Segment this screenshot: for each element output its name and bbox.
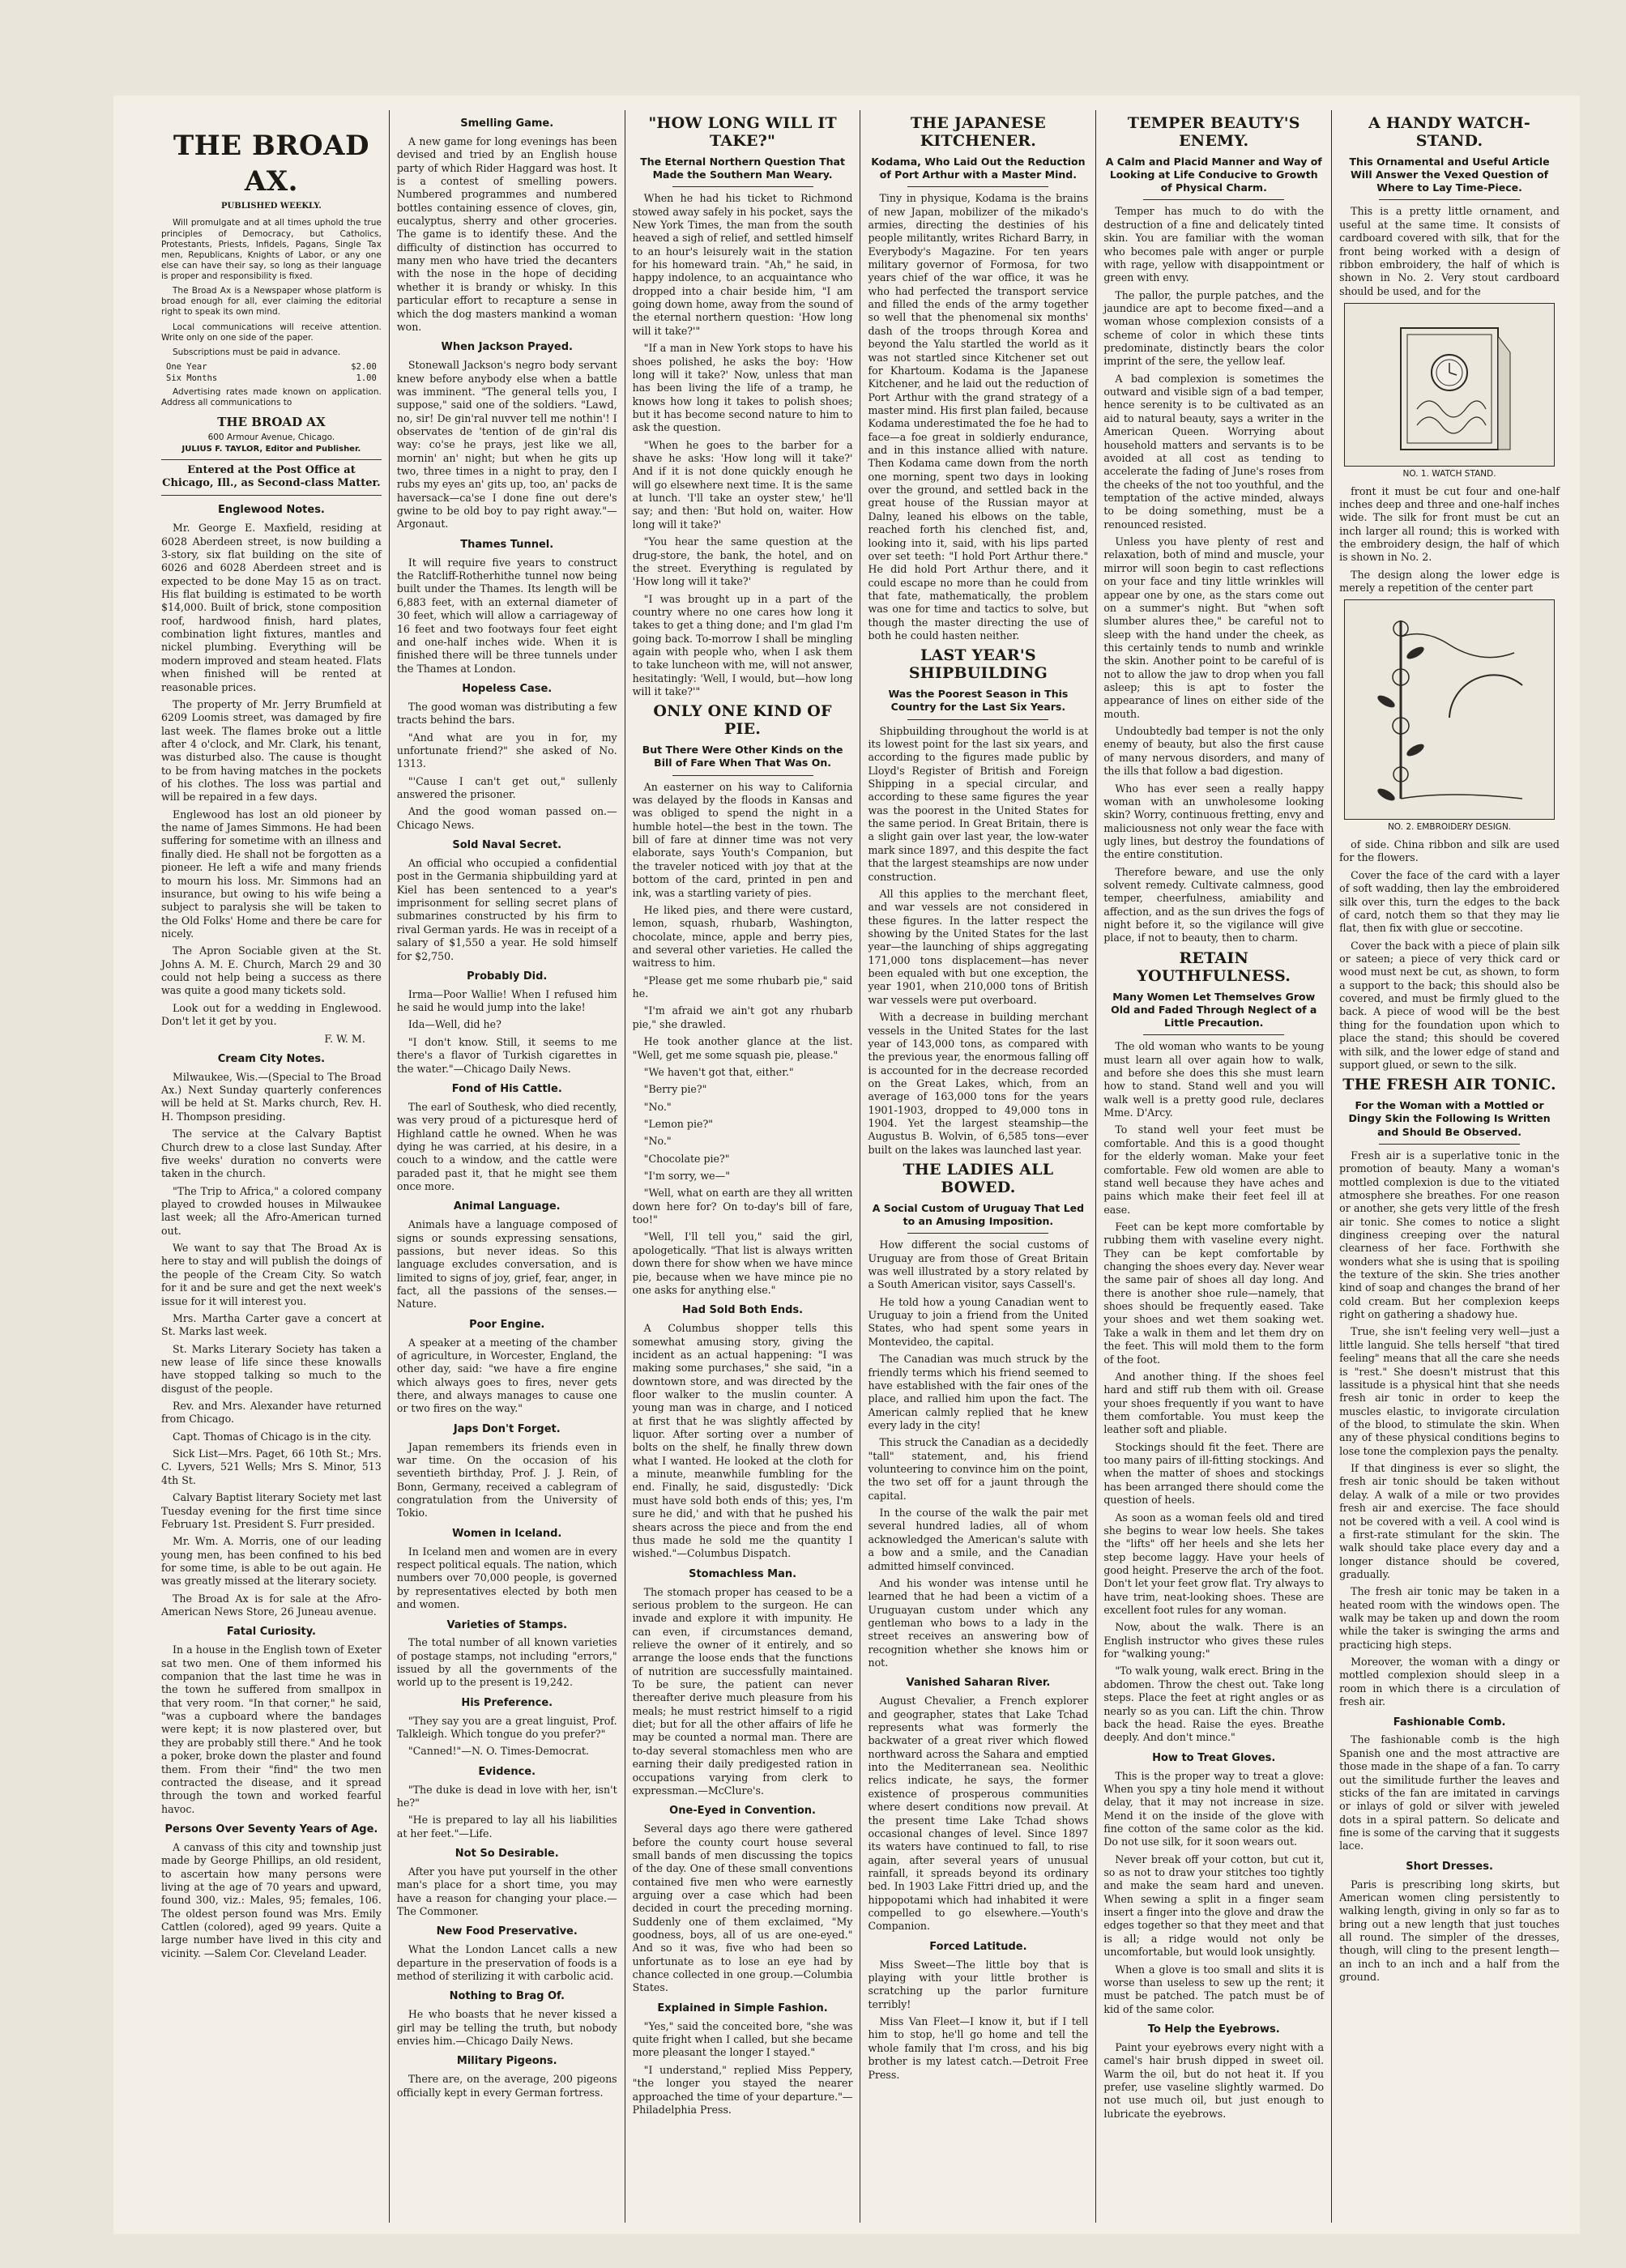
- paragraph: "I'm afraid we ain't got any rhubarb pie," she drawled.: [632, 1004, 853, 1030]
- figure-caption: NO. 2. EMBROIDERY DESIGN.: [1387, 822, 1512, 833]
- headline: Persons Over Seventy Years of Age.: [164, 1823, 378, 1835]
- paragraph: In Iceland men and women are in every respect political equals. The nation, which numbers over 70,000 people, is governed by representatives elected by both men and women.: [396, 1545, 617, 1611]
- headline: Englewood Notes.: [217, 504, 325, 517]
- headline: Forced Latitude.: [929, 1940, 1027, 1953]
- masthead: [161, 128, 382, 496]
- paragraph: The pallor, the purple patches, and the jaundice are apt to become fixed—and a woman whose complexion consists of a scheme of color in which these tints predominate, distinctly bears the color imprint of the sere, the yellow leaf.: [1103, 288, 1325, 368]
- paragraph: Rev. and Mrs. Alexander have returned from Chicago.: [161, 1400, 382, 1426]
- paragraph: Japan remembers its friends even in war time. On the occasion of his seventieth birthday, Prof. J. J. Rein, of Bonn, Germany, received a cablegram of congratulation from the University of Tokio.: [396, 1440, 617, 1520]
- headline: Thames Tunnel.: [460, 538, 554, 551]
- paragraph: Paris is prescribing long skirts, but American women cling persistently to walking length, giving in only so far as to bring out a new length that just touches all round. The simpler of the dresses, though, will cling to the present length—an inch to an inch and a half from the ground.: [1339, 1878, 1560, 1984]
- paragraph: A canvass of this city and township just made by George Phillips, an old resident, to ascertain how many persons were living at the age of 70 years and upward, found 300, viz.: Males, 95; females, 106. The oldest person found was Mrs. Emily Cattlen (colored), aged 99 years. Quite a large number have lived in this city and vicinity. —Salem Cor. Cleveland Leader.: [161, 1840, 382, 1959]
- paragraph: "We haven't got that, either.": [643, 1065, 794, 1078]
- headline: Animal Language.: [453, 1200, 561, 1213]
- headline: Vanished Saharan River.: [906, 1677, 1051, 1690]
- paragraph: "I'm sorry, we—": [643, 1170, 730, 1183]
- paragraph: St. Marks Literary Society has taken a new lease of life since these knowalls have stopped talking so much to the disgust of the people.: [161, 1342, 382, 1395]
- headline: Cream City Notes.: [217, 1052, 326, 1065]
- divider: [1143, 199, 1284, 200]
- headline: His Preference.: [461, 1696, 553, 1709]
- column-grid: [154, 110, 1567, 2223]
- headline: A HANDY WATCH-STAND.: [1368, 114, 1530, 150]
- paragraph: He who boasts that he never kissed a girl may be telling the truth, but nobody envies him.—Chicago Daily News.: [396, 2008, 617, 2048]
- paragraph: The old woman who wants to be young must learn all over again how to walk, and before she does this she must learn how to stand. Stand well and you will walk well is a pretty good rule, declares Mme. D'Arcy.: [1103, 1040, 1325, 1119]
- paragraph: front it must be cut four and one-half inches deep and three and one-half inches wide. The silk for front must be cut an inch larger all round; this is worked with the embroidery design, the half of which is shown in No. 2.: [1339, 484, 1560, 564]
- paragraph: "No.": [643, 1100, 672, 1113]
- watch-stand-illustration: [1344, 303, 1555, 467]
- paragraph: "He is prepared to lay all his liabilities at her feet."—Life.: [396, 1814, 617, 1840]
- paragraph: Look out for a wedding in Englewood. Don't let it get by you.: [161, 1001, 382, 1028]
- paragraph: Stockings should fit the feet. There are too many pairs of ill-fitting stockings. And when the matter of shoes and stockings has been arranged there should come the question of heels.: [1103, 1440, 1325, 1507]
- rate-six: 1.00: [356, 373, 377, 383]
- paragraph: "Yes," said the conceited bore, "she was quite fright when I called, but she became more pleasant the longer I stayed.": [632, 2019, 853, 2059]
- paragraph: He took another glance at the list. "Well, get me some squash pie, please.": [632, 1035, 853, 1061]
- paragraph: Feet can be kept more comfortable by rubbing them with vaseline every night. They can be kept comfortable by changing the shoes every day. Never wear the same pair of shoes all day long. And there is another shoe rule—namely, that shoes should be frequently eased. Take your shoes and wet them soaking wet. Take a walk in them and let them dry on the feet. This will mold them to the form of the foot.: [1103, 1220, 1325, 1366]
- headline: RETAIN YOUTHFULNESS.: [1137, 949, 1291, 985]
- subheadline: A Social Custom of Uruguay That Led to an Amusing Imposition.: [872, 1201, 1085, 1228]
- paragraph: Miss Van Fleet—I know it, but if I tell him to stop, he'll go home and tell the whole family that I'm cross, and his big brother is my latest catch.—Detroit Free Press.: [868, 2015, 1089, 2081]
- subscription-rates: [166, 362, 377, 384]
- paragraph: A new game for long evenings has been devised and tried by an English house party of which Rider Haggard was host. It is a contest of smelling powers. Numbered programmes and numbered bottles containing essence of cloves, gin, eucalyptus, sherry and other groceries. The game is to identify these. And the difficulty of distinction has occurred to many men who have tried the decanters with the nose in the hope of deciding whether it is brandy or whisky. In this particular effort to recapture a sense in which the dog masters mankind a woman won.: [396, 134, 617, 333]
- paragraph: We want to say that The Broad Ax is here to stay and will publish the doings of the people of the Cream City. So watch for it and be sure and get the next week's issue for it will interest you.: [161, 1242, 382, 1307]
- paragraph: A bad complexion is sometimes the outward and visible sign of a bad temper, hence serenity is to be cultivated as an aid to natural beauty, says a writer in the American Queen. Worrying about household matters and servants is to be avoided at all cost as tending to accelerate the fading of June's roses from the cheeks of the not too youthful, and the temptation of the active minded, always to be doing something, must be a renounced resisted.: [1103, 372, 1325, 531]
- paragraph: How different the social customs of Uruguay are from those of Great Britain was well illustrated by a story related by a South American visitor, says Cassell's.: [868, 1238, 1089, 1291]
- paragraph: Shipbuilding throughout the world is at its lowest point for the last six years, and according to the figures made public by Lloyd's Register of British and Foreign Shipping in a special circular, and according to these same figures the year was the poorest in the United States for the same period. In Great Britain, there is a slight gain over last year, the low-water mark since 1897, and this despite the fact that the largest steamships are now under construction.: [868, 724, 1089, 883]
- signature: F. W. M.: [324, 1032, 365, 1045]
- headline: THE JAPANESE KITCHENER.: [910, 114, 1046, 150]
- headline: THE LADIES ALL BOWED.: [903, 1161, 1054, 1196]
- paragraph: Undoubtedly bad temper is not the only enemy of beauty, but also the first cause of many nervous disorders, and many of the ills that follow a bad digestion.: [1103, 725, 1325, 778]
- paragraph: "Lemon pie?": [643, 1117, 713, 1130]
- paragraph: The total number of all known varieties of postage stamps, not including "errors," issued by all the governments of the world up to the present is 19,242.: [396, 1636, 617, 1689]
- headline: To Help the Eyebrows.: [1147, 2023, 1280, 2036]
- paragraph: Cover the back with a piece of plain silk or sateen; a piece of very thick card or wood must next be cut, as shown, to form a support to the back; this should also be covered, and must be firmly glued to the back. A piece of wood will be the best thing for the foundation upon which to place the stand; this should be covered with silk, and the lower edge of stand and support glued, or sewn to the silk.: [1339, 939, 1560, 1071]
- masthead-subtitle: PUBLISHED WEEKLY.: [221, 202, 322, 211]
- subheadline: Kodama, Who Laid Out the Reduction of Port Arthur with a Master Mind.: [871, 155, 1086, 181]
- paragraph: Temper has much to do with the destruction of a fine and delicately tinted skin. You are familiar with the woman who becomes pale with anger or purple with rage, yellow with disappointment or green with envy.: [1103, 205, 1325, 284]
- masthead-title: THE BROAD AX.: [173, 130, 369, 198]
- paragraph: The design along the lower edge is merely a repetition of the center part: [1339, 568, 1560, 595]
- paragraph: The fashionable comb is the high Spanish one and the most attractive are those made in the shape of a fan. To carry out the similitude further the leaves and sticks of the fan are imitated in carvings or inlays of gold or silver with jeweled dots in a spiral pattern. So delicate and fine is some of the carving that it suggests lace.: [1339, 1733, 1560, 1852]
- subheadline: Was the Poorest Season in This Country for the Last Six Years.: [888, 688, 1069, 714]
- headline: Short Dresses.: [1406, 1860, 1493, 1873]
- editor-line: JULIUS F. TAYLOR, Editor and Publisher.: [181, 444, 361, 454]
- paragraph: Capt. Thomas of Chicago is in the city.: [173, 1430, 372, 1443]
- paragraph: There are, on the average, 200 pigeons officially kept in every German fortress.: [396, 2073, 617, 2099]
- masthead-blurb-3: Local communications will receive attention. Write only on one side of the paper.: [161, 322, 382, 343]
- paragraph: The Broad Ax is for sale at the Afro-American News Store, 26 Juneau avenue.: [161, 1592, 382, 1618]
- headline: "HOW LONG WILL IT TAKE?": [648, 114, 837, 150]
- column-1: [154, 110, 389, 2223]
- headline: Japs Don't Forget.: [453, 1422, 561, 1435]
- paragraph: "You hear the same question at the drug-store, the bank, the hotel, and on the street. Everything is regulated by 'How long will it take?': [632, 535, 853, 588]
- paragraph: Now, about the walk. There is an English instructor who gives these rules for "walking young:": [1103, 1621, 1325, 1660]
- column-4: [860, 110, 1095, 2223]
- paragraph: "I was brought up in a part of the country where no one cares how long it takes to get a thing done; and I'm glad I'm going back. To-morrow I shall be mingling again with people who, when I ask them to take luncheon with me, will not answer, hesitatingly: 'Well, I would, but—how long will it take?'": [632, 592, 853, 698]
- rate-six-label: Six Months: [166, 373, 218, 383]
- masthead-blurb: Will promulgate and at all times uphold the true principles of Democracy, but Catholics, Protestants, Priests, Infidels, Pagans, Single Tax men, Republicans, Knights of Labor, or any one else can have their say, so long as their language is proper and responsibility is fixed.: [161, 218, 382, 281]
- divider: [1143, 1034, 1284, 1035]
- paragraph: of side. China ribbon and silk are used for the flowers.: [1339, 838, 1560, 864]
- divider: [1379, 1144, 1520, 1145]
- headline: New Food Preservative.: [436, 1925, 578, 1938]
- paragraph: All this applies to the merchant fleet, and war vessels are not considered in these figures. In the latter respect the showing by the United States for the last year—the launching of ships aggregating 171,000 tons displacement—has never been equaled with but one exception, the year 1901, when 210,000 tons of British war vessels were put overboard.: [868, 887, 1089, 1006]
- paragraph: The earl of Southesk, who died recently, was very proud of a picturesque herd of Highland cattle he owned. When he was dying he was carried, at his desire, in a couch to a window, and the cattle were paraded past it, that he might see them once more.: [396, 1100, 617, 1192]
- paragraph: If that dinginess is ever so slight, the fresh air tonic should be taken without delay. A walk of a mile or two provides fresh air and exercise. The face should not be covered with a veil. A cool wind is a first-rate stimulant for the skin. The walk should take place every day and a longer distance should be covered, gradually.: [1339, 1462, 1560, 1580]
- figure-caption: NO. 1. WATCH STAND.: [1402, 468, 1496, 479]
- paragraph: Animals have a language composed of signs or sounds expressing sensations, passions, but never ideas. So this language excludes conversation, and is limited to signs of joy, grief, fear, anger, in fact, all the passions of the senses.—Nature.: [396, 1218, 617, 1311]
- subheadline: A Calm and Placid Manner and Way of Looking at Life Conducive to Growth of Physical Charm.: [1105, 155, 1322, 194]
- masthead-ads: Advertising rates made known on application. Address all communications to: [161, 387, 382, 408]
- paragraph: Mr. George E. Maxfield, residing at 6028 Aberdeen street, is now building a 3-story, six flat building on the site of 6026 and 6028 Aberdeen street and is expected to be done May 15 as on tract. His flat building is estimated to be worth $14,000. Built of brick, stone composition roof, hardwood finish, hard plates, combination light fixtures, mantles and nickel plumbing. Everything will be modern improved and steam heated. Flats when finished will be rented at reasonable prices.: [161, 522, 382, 693]
- paragraph: The good woman was distributing a few tracts behind the bars.: [396, 700, 617, 727]
- paragraph: And another thing. If the shoes feel hard and stiff rub them with oil. Grease your shoes frequently if you want to have them comfortable. You must keep the leather soft and pliable.: [1103, 1370, 1325, 1436]
- paragraph: "The Trip to Africa," a colored company played to crowded houses in Milwaukee last week; all the Afro-American turned out.: [161, 1184, 382, 1237]
- headline: Fond of His Cattle.: [451, 1082, 562, 1095]
- paragraph: "And what are you in for, my unfortunate friend?" she asked of No. 1313.: [396, 731, 617, 770]
- paragraph: With a decrease in building merchant vessels in the United States for the last year of 143,000 tons, as compared with the previous year, the enormous falling off is accounted for in the decrease recorded on the Great Lakes, which, from an average of 163,000 tons for the years 1901-1903, dropped to 49,000 tons in 1904. Yet the largest steamship—the Augustus B. Wolvin, of 6,585 tons—ever built on the lakes was launched last year.: [868, 1011, 1089, 1156]
- headline: ONLY ONE KIND OF PIE.: [653, 702, 832, 739]
- paragraph: The Apron Sociable given at the St. Johns A. M. E. Church, March 29 and 30 could not help being a success as there was quite a good many tickets sold.: [161, 944, 382, 997]
- rate-year: $2.00: [351, 361, 377, 372]
- paragraph: And his wonder was intense until he learned that he had been a victim of a Uruguayan custom under which any gentleman who bows to a lady in the street receives an answering bow of recognition whether she knows him or not.: [868, 1576, 1089, 1669]
- paragraph: Sick List—Mrs. Paget, 66 10th St.; Mrs. C. Lyvers, 521 Wells; Mrs S. Minor, 513 4th St.: [161, 1447, 382, 1486]
- subheadline: The Eternal Northern Question That Made the Southern Man Weary.: [640, 155, 845, 181]
- headline: Sold Naval Secret.: [452, 839, 562, 852]
- paragraph: The stomach proper has ceased to be a serious problem to the surgeon. He can invade and explore it with impunity. He can even, if circumstances demand, relieve the owner of it entirely, and so arrange the loose ends that the functions of nutrition are successfully maintained. To be sure, the patient can never thereafter derive much pleasure from his meals; he must restrict himself to a rigid diet; but for all the other affairs of life he may be counted a normal man. There are to-day several stomachless men who are earning their daily predigested ration in occupations varying from clerk to expressman.—McClure's.: [632, 1585, 853, 1797]
- column-2: [389, 110, 625, 2223]
- headline: TEMPER BEAUTY'S ENEMY.: [1127, 114, 1300, 150]
- paragraph: "Please get me some rhubarb pie," said he.: [632, 974, 853, 1000]
- rate-year-label: One Year: [166, 361, 207, 372]
- headline: Varieties of Stamps.: [446, 1618, 568, 1631]
- paragraph: Stonewall Jackson's negro body servant knew before anybody else when a battle was imminent. "The general tells you, I suppose," said one of the soldiers. "Lawd, no, sir! De gin'ral nuvver tell me nothin'! I observates de 'tention of de gin'ral dis way: co'se he prays, jest like we all, mornin' an' night; but when he gits up two, three times in a night to pray, den I rubs my eyes an' gits up, too, an' packs de haversack—ca'se I done fine out dere's gwine to be old boy to pay right away."—Argonaut.: [396, 359, 617, 531]
- paragraph: Paint your eyebrows every night with a camel's hair brush dipped in sweet oil. Warm the oil, but do not heat it. If you prefer, use vaseline slightly warmed. Do not use much oil, but just enough to lubricate the eyebrows.: [1103, 2040, 1325, 2120]
- paragraph: This struck the Canadian as a decidedly "tall" statement, and, his friend volunteering to convince him on the point, the two set off for a jaunt through the capital.: [868, 1436, 1089, 1502]
- divider: [907, 719, 1048, 720]
- embroidery-design-icon: [1368, 604, 1530, 815]
- paragraph: He liked pies, and there were custard, lemon, squash, rhubarb, Washington, chocolate, mince, apple and berry pies, and several other varieties. He called the waitress to him.: [632, 903, 853, 970]
- headline: Military Pigeons.: [456, 2055, 557, 2068]
- headline: Fatal Curiosity.: [226, 1626, 316, 1639]
- headline: Had Sold Both Ends.: [682, 1304, 804, 1317]
- paragraph: In the course of the walk the pair met several hundred ladies, all of whom acknowledged the American's salute with a bow and a smile, and the Canadian admitted himself convinced.: [868, 1507, 1089, 1572]
- paragraph: "Well, I'll tell you," said the girl, apologetically. "That list is always written down there for show when we have mince pie, because when we have mince pie no one asks for anything else.": [632, 1230, 853, 1296]
- paragraph: The fresh air tonic may be taken in a heated room with the windows open. The walk may be taken up and down the room while the taker is swinging the arms and practicing high steps.: [1339, 1585, 1560, 1651]
- divider: [1379, 199, 1520, 200]
- entered-notice: Entered at the Post Office at Chicago, Ill., as Second-class Matter.: [161, 459, 382, 497]
- headline: Hopeless Case.: [462, 682, 553, 695]
- paragraph: Mr. Wm. A. Morris, one of our leading young men, has been confined to his bed for some time, is able to be out again. He was greatly missed at the literary society.: [161, 1535, 382, 1588]
- paragraph: Therefore beware, and use the only solvent remedy. Cultivate calmness, good temper, cheerfulness, amiability and affection, and as the sun drives the fogs of night before it, so the vigilance will give place, if not to beauty, then to charm.: [1103, 865, 1325, 944]
- divider: [672, 186, 813, 187]
- paragraph: Several days ago there were gathered before the county court house several small bands of men discussing the topics of the day. One of these small conventions contained five men who were earnestly arguing over a case which had been decided in court the preceding morning. Suddenly one of them exclaimed, "My goodness, boys, all of us are one-eyed." And so it was, five who had been so unfortunate as to lose an eye had by chance collected in one group.—Columbia States.: [632, 1823, 853, 1994]
- newspaper-page: [113, 96, 1580, 2234]
- subheadline: This Ornamental and Useful Article Will Answer the Vexed Question of Where to Lay Time-Piece.: [1349, 155, 1550, 194]
- masthead-blurb-4: Subscriptions must be paid in advance.: [173, 347, 341, 357]
- divider: [907, 1233, 1048, 1234]
- divider: [672, 775, 813, 776]
- paragraph: What the London Lancet calls a new departure in the preservation of foods is a method of sterilizing it with carbolic acid.: [396, 1943, 617, 1983]
- headline: Stomachless Man.: [689, 1567, 797, 1580]
- headline: Not So Desirable.: [455, 1848, 559, 1861]
- paragraph: August Chevalier, a French explorer and geographer, states that Lake Tchad represents what was formerly the backwater of a great river which flowed northward across the Sahara and emptied into the Mediterranean sea. Neolithic relics indicate, he says, the former existence of prosperous communities where desert conditions now prevail. At the present time Lake Tchad shows occasional changes of level. Since 1897 its waters have continued to fall, to rise again, after several years of unusual rainfall, it spreads beyond its ordinary bed. In 1903 Lake Fittri dried up, and the hippopotami which had inhabited it were compelled to go elsewhere.—Youth's Companion.: [868, 1695, 1089, 1933]
- paragraph: A Columbus shopper tells this somewhat amusing story, giving the incident as an actual happening: "I was making some purchases," she said, "in a downtown store, and was directed by the floor walker to the muslin counter. A young man was in charge, and I noticed at first that he was slightly affected by liquor. After sorting over a number of bolts on the shelf, he finally threw down what I wanted. He looked at the cloth for a minute, meanwhile fumbling for the end. Finally, he said, disgustedly: 'Dick must have sold both ends of this; yes, I'm sure he did,' and with that he pushed his shears across the piece and from the end thus made he sold me the quantity I wished."—Columbus Dispatch.: [632, 1322, 853, 1560]
- subheadline: Many Women Let Themselves Grow Old and Faded Through Neglect of a Little Precaution.: [1111, 990, 1317, 1030]
- paragraph: An easterner on his way to California was delayed by the floods in Kansas and was obliged to spend the night in a humble hotel—the best in the town. The bill of fare at dinner time was not very elaborate, says Youth's Companion, but the traveler noticed with joy that at the bottom of the card, printed in pen and ink, was a startling variety of pies.: [632, 780, 853, 899]
- publisher-name: THE BROAD AX: [217, 415, 326, 430]
- paragraph: "No.": [643, 1135, 672, 1148]
- paragraph: Moreover, the woman with a dingy or mottled complexion should sleep in a room in which there is a circulation of fresh air.: [1339, 1656, 1560, 1708]
- paragraph: A speaker at a meeting of the chamber of agriculture, in Worcester, England, the other day, said: "we have a fire engine which always goes to fires, never gets there, and always manages to cause one or two fires on the way.": [396, 1336, 617, 1415]
- headline: Nothing to Brag Of.: [449, 1990, 565, 2003]
- headline: Poor Engine.: [469, 1318, 545, 1331]
- paragraph: Ida—Well, did he?: [408, 1018, 501, 1031]
- paragraph: "'Cause I can't get out," sullenly answered the prisoner.: [396, 774, 617, 801]
- paragraph: As soon as a woman feels old and tired she begins to wear low heels. She takes the "lifts" off her heels and she lets her step become laggy. Have your heels of good height. Preserve the arch of the foot. Don't let your feet grow flat. Try always to have trim, neat-looking shoes. These are excellent foot rules for any woman.: [1103, 1511, 1325, 1617]
- masthead-blurb-2: The Broad Ax is a Newspaper whose platform is broad enough for all, ever claiming the editorial right to speak its own mind.: [161, 286, 382, 318]
- publisher-address: 600 Armour Avenue, Chicago.: [207, 432, 335, 442]
- paragraph: "To walk young, walk erect. Bring in the abdomen. Throw the chest out. Take long steps. Place the feet at right angles or as nearly so as you can. Lift the chin. Throw back the head. Raise the eyes. Breathe deeply. And don't mince.": [1103, 1665, 1325, 1744]
- paragraph: He told how a young Canadian went to Uruguay to join a friend from the United States, who had spent some years in Montevideo, the capital.: [868, 1295, 1089, 1348]
- paragraph: Fresh air is a superlative tonic in the promotion of beauty. Many a woman's mottled complexion is due to the vitiated atmosphere she breathes. For one reason or another, she gets very little of the fresh air tonic. She comes to notice a slight dinginess creeping over the natural clearness of her face. Forthwith she wonders what she is using that is spoiling the texture of the skin. She tries another kind of soap and changes the brand of her cold cream. But her complexion keeps right on gathering a shadowy hue.: [1339, 1149, 1560, 1321]
- headline: How to Treat Gloves.: [1152, 1751, 1276, 1764]
- paragraph: An official who occupied a confidential post in the Germania shipbuilding yard at Kiel has been sentenced to a year's imprisonment for selling secret plans of submarines constructed by his firm to rival German yards. He was in receipt of a salary of $1,550 a year. He sold himself for $2,750.: [396, 856, 617, 962]
- headline: Probably Did.: [467, 970, 548, 983]
- paragraph: "Canned!"—N. O. Times-Democrat.: [408, 1745, 590, 1758]
- embroidery-illustration: [1344, 599, 1555, 820]
- paragraph: In a house in the English town of Exeter sat two men. One of them informed his companion that the last time he was in the town he suffered from smallpox in that very room. "In that corner," he said, "was a cupboard where the bandages were kept; it is now plastered over, but they are probably still there." And he took a poker, broke down the plaster and found them. From their "find" the two men contracted the disease, and it spread through the town and worked fearful havoc.: [161, 1643, 382, 1815]
- paragraph: After you have put yourself in the other man's place for a short time, you may have a reason for changing your place.—The Commoner.: [396, 1865, 617, 1918]
- column-3: [625, 110, 860, 2223]
- paragraph: True, she isn't feeling very well—just a little languid. She tells herself "that tired feeling" means that all the care she needs is "rest." She doesn't mistrust that this lassitude is a physical hint that she needs fresh air tonic in order to keep the muscles elastic, to invigorate circulation of the blood, to stimulate the skin. When any of these physical conditions begins to lose tone the complexion pays the penalty.: [1339, 1325, 1560, 1457]
- headline: Smelling Game.: [460, 117, 554, 130]
- paragraph: Tiny in physique, Kodama is the brains of new Japan, mobilizer of the mikado's armies, directing the destinies of his people militantly, writes Richard Barry, in Everybody's Magazine. For ten years military governor of Formosa, for two years chief of the war office, it was he who had perfected the transport service and filled the ends of the army together so well that the phenomenal six months' dash of the troops through Korea and beyond the Yalu startled the world as it was not startled since Kitchener set out for Khartoum. Kodama is the Japanese Kitchener, and he laid out the reduction of Port Arthur with the grand strategy of a master mind. His first plan failed, because Kodama underestimated the foe he had to face—a foe great in soldierly endurance, and in this instance allied with nature. Then Kodama came down from the north one morning, spent two days in looking over the ground, and settled back in the great house of the Russian mayor at Dalny, leaned his elbows on the table, reached forth his clenched fist, and, looking into it, said, with his lips parted over set teeth: "I hold Port Arthur there." He did hold Port Arthur there, and it could escape no more than he could from that fate, mathematically, the problem was one for time and tactics to solve, but though the master directing the use of both he could hasten neither.: [868, 192, 1089, 642]
- paragraph: "I understand," replied Miss Peppery, "the longer you stayed the nearer approached the time of your departure."—Philadelphia Press.: [632, 2063, 853, 2116]
- paragraph: To stand well your feet must be comfortable. And this is a good thought for the elderly woman. Make your feet comfortable. Few old women are able to stand well because they have aches and pains which make their feet feel ill at ease.: [1103, 1123, 1325, 1216]
- paragraph: "Berry pie?": [643, 1083, 707, 1096]
- paragraph: It will require five years to construct the Ratcliff-Rotherhithe tunnel now being built under the Thames. Its length will be 6,883 feet, with an external diameter of 30 feet, which will allow a carriageway of 16 feet and two footways four feet eight and one-half inches wide. When it is finished there will be three tunnels under the Thames at London.: [396, 556, 617, 675]
- paragraph: Who has ever seen a really happy woman with an unwholesome looking skin? Worry, continuous fretting, envy and maliciousness not only wear the face with ugly lines, but destroy the foundations of the entire constitution.: [1103, 782, 1325, 861]
- paragraph: The service at the Calvary Baptist Church drew to a close last Sunday. After five weeks' duration no converts were taken in the church.: [161, 1128, 382, 1180]
- paragraph: When a glove is too small and slits it is worse than useless to sew up the rent; it must be patched. The patch must be of kid of the same color.: [1103, 1963, 1325, 2015]
- paragraph: "Chocolate pie?": [643, 1152, 730, 1165]
- paragraph: Milwaukee, Wis.—(Special to The Broad Ax.) Next Sunday quarterly conferences will be held at St. Marks church, Rev. H. H. Thompson presiding.: [161, 1070, 382, 1123]
- headline: LAST YEAR'S SHIPBUILDING: [908, 646, 1048, 683]
- subheadline: But There Were Other Kinds on the Bill of Fare When That Was On.: [642, 744, 843, 770]
- paragraph: "If a man in New York stops to have his shoes polished, he asks the boy: 'How long will it take?' Now, unless that man has been living the life of a tramp, he knows how long it takes to polish shoes; but it has become second nature to him to ask the question.: [632, 342, 853, 434]
- paragraph: Unless you have plenty of rest and relaxation, both of mind and muscle, your mirror will soon begin to cast reflections on your face and tiny little wrinkles will appear one by one, as the stars come out on a summer's night. But "when soft slumber alures thee," be careful not to sleep with the hand under the cheek, as this certainly tends to numb and wrinkle the skin. Another point to be careful of is not to allow the jaw to drop when you fall asleep; this is apt to foster the appearance of lines on either side of the mouth.: [1103, 535, 1325, 720]
- paragraph: This is the proper way to treat a glove: When you spy a tiny hole mend it without delay, that it may not increase in size. Mend it on the inside of the glove with fine cotton of the same color as the kid. Do not use silk, for it soon wears out.: [1103, 1769, 1325, 1848]
- paragraph: Cover the face of the card with a layer of soft wadding, then lay the embroidered silk over this, turn the edges to the back of card, notch them so that they may lie flat, then fix with glue or seccotine.: [1339, 868, 1560, 935]
- paragraph: This is a pretty little ornament, and useful at the same time. It consists of cardboard covered with silk, that for the front being worked with a design of ribbon embroidery, the half of which is shown in No. 2. Very stout cardboard should be used, and for the: [1339, 205, 1560, 297]
- divider: [907, 186, 1048, 187]
- headline: THE FRESH AIR TONIC.: [1342, 1076, 1556, 1094]
- paragraph: "They say you are a great linguist, Prof. Talkleigh. Which tongue do you prefer?": [396, 1714, 617, 1741]
- paragraph: Irma—Poor Wallie! When I refused him he said he would jump into the lake!: [396, 987, 617, 1014]
- paragraph: And the good woman passed on.—Chicago News.: [396, 805, 617, 831]
- paragraph: The property of Mr. Jerry Brumfield at 6209 Loomis street, was damaged by fire last week. The flames broke out a little after 4 o'clock, and Mr. Clark, his tenant, was disturbed also. The cause is thought to be from having matches in the pockets of his clothes. The loss was partial and will be repaired in a few days.: [161, 697, 382, 804]
- headline: Fashionable Comb.: [1393, 1716, 1506, 1729]
- paragraph: "When he goes to the barber for a shave he asks: 'How long will it take?' And if it is not done quickly enough he will go elsewhere next time. It is the same at lunch. 'I'll take an oyster stew,' he'll say; and then: 'But hold on, waiter. How long will it take?': [632, 438, 853, 531]
- paragraph: "The duke is dead in love with her, isn't he?": [396, 1783, 617, 1810]
- paragraph: Mrs. Martha Carter gave a concert at St. Marks last week.: [161, 1311, 382, 1338]
- paragraph: When he had his ticket to Richmond stowed away safely in his pocket, says the New York Times, the man from the south heaved a sigh of relief, and settled himself to an hour's leisurely wait in the station for his homeward train. "Ah," he said, in happy indolence, to an acquaintance who dropped into a chair beside him, "I am going down home, away from the sound of the eternal northern question: 'How long will it take?'": [632, 192, 853, 337]
- paragraph: Never break off your cotton, but cut it, so as not to draw your stitches too tightly and make the seam hard and uneven. When sewing a split in a finger seam insert a finger into the glove and draw the edges together so that they meet and that is all; a ridge would not only be uncomfortable, but would look unsightly.: [1103, 1852, 1325, 1959]
- headline: Explained in Simple Fashion.: [657, 2002, 828, 2014]
- paragraph: Englewood has lost an old pioneer by the name of James Simmons. He had been suffering for sometime with an illness and finally died. He shall not be forgotten as a pioneer. He left a wife and many friends to mourn his loss. Mr. Simmons had an insurance, but owing to his wife being a subject to paralysis she will be taken to the Old Folks' Home and there be care for nicely.: [161, 808, 382, 940]
- subheadline: For the Woman with a Mottled or Dingy Skin the Following Is Written and Should Be Observed.: [1348, 1099, 1551, 1138]
- paragraph: Miss Sweet—The little boy that is playing with your little brother is scratching up the parlor furniture terribly!: [868, 1958, 1089, 2010]
- watch-stand-icon: [1381, 312, 1518, 458]
- headline: Evidence.: [478, 1765, 536, 1778]
- headline: One-Eyed in Convention.: [669, 1805, 816, 1818]
- headline: When Jackson Prayed.: [441, 341, 573, 354]
- headline: Women in Iceland.: [452, 1527, 562, 1540]
- column-6: [1331, 110, 1567, 2223]
- column-5: [1095, 110, 1331, 2223]
- paragraph: "Well, what on earth are they all written down here for? On to-day's bill of fare, too!": [632, 1187, 853, 1226]
- paragraph: The Canadian was much struck by the friendly terms which his friend seemed to have established with the fair ones of the place, and rallied him upon the fact. The American calmly replied that he knew every lady in the city!: [868, 1353, 1089, 1431]
- paragraph: "I don't know. Still, it seems to me there's a flavor of Turkish cigarettes in the water."—Chicago Daily News.: [396, 1035, 617, 1075]
- paragraph: Calvary Baptist literary Society met last Tuesday evening for the first time since February 1st. President S. Furr presided.: [161, 1491, 382, 1530]
